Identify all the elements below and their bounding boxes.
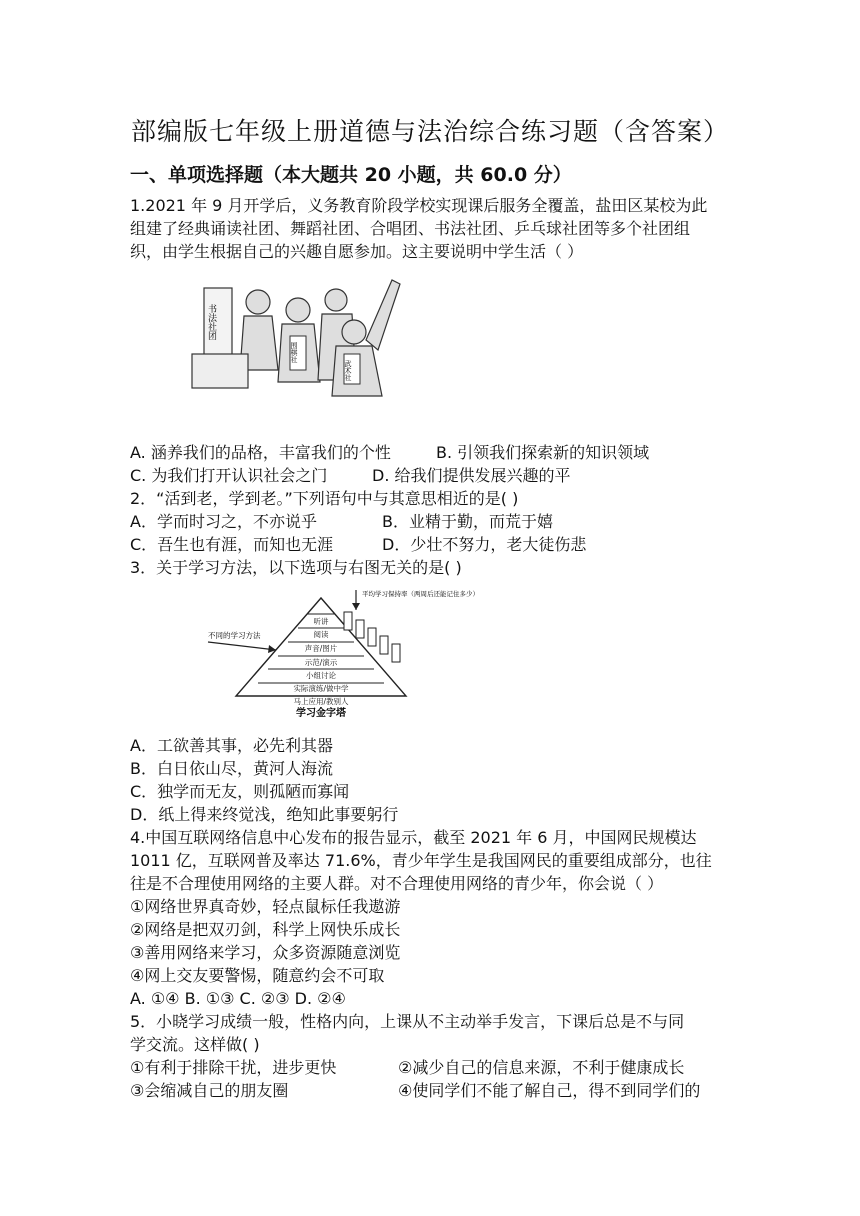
statement-3: ③会缩减自己的朋友圈 [130,1081,289,1100]
pyramid-level: 示范/演示 [304,658,338,667]
option-row [130,1056,730,1079]
question-text-line: 1011 亿，互联网普及率达 71.6%，青少年学生是我国网民的重要组成部分，也往 [130,851,712,870]
document-title: 部编版七年级上册道德与法治综合练习题（含答案） [130,117,729,146]
student-clubs-illustration [186,270,416,410]
section-heading: 一、单项选择题（本大题共 20 小题，共 60.0 分） [130,164,572,186]
option-b: B．白日依山尽，黄河人海流 [130,759,333,778]
learning-pyramid-diagram [206,586,479,719]
question-4 [130,826,730,1010]
question-2 [130,487,730,556]
option-b: B. 引领我们探索新的知识领域 [436,443,650,462]
question-text-line: 2．“活到老，学到老。”下列语句中与其意思相近的是( ) [130,489,519,508]
figure-head [342,320,366,344]
answer-options-line: A. ①④ B. ①③ C. ②③ D. ②④ [130,989,346,1008]
pyramid-level: 实际演练/做中学 [293,684,349,693]
question-1 [130,194,730,263]
left-label: 不同的学习方法 [208,631,261,640]
question-1-options [130,441,730,487]
figure-head [325,289,347,311]
option-row [130,533,730,556]
question-text-line: 5．小晓学习成绩一般，性格内向，上课从不主动举手发言，下课后总是不与同 [130,1012,685,1031]
statement-line: ②网络是把双刃剑，科学上网快乐成长 [130,920,401,939]
option-d: D. 给我们提供发展兴趣的平 [372,466,571,485]
statement-line: ④网上交友要警惕，随意约会不可取 [130,966,385,985]
sign-label: 围棋社 [290,342,298,363]
option-d: D．少壮不努力，老大徒伤悲 [382,535,587,554]
option-c: C．吾生也有涯，而知也无涯 [130,535,334,554]
figure-head [286,298,310,322]
question-text-line: 3．关于学习方法，以下选项与右图无关的是( ) [130,558,462,577]
banner-label: 书法社团 [206,304,216,340]
option-row [130,510,730,533]
option-d: D．纸上得来终觉浅，绝知此事要躬行 [130,805,399,824]
statement-1: ①有利于排除干扰，进步更快 [130,1058,337,1077]
pyramid-level: 阅读 [313,630,329,639]
pyramid-level: 听讲 [313,617,329,626]
statement-line: ①网络世界真奇妙，轻点鼠标任我遨游 [130,897,401,916]
question-text-line: 组建了经典诵读社团、舞蹈社团、合唱团、书法社团、乒乓球社团等多个社团组 [130,219,691,238]
figure-head [246,290,270,314]
top-label: 平均学习保持率（两周后还能记住多少） [362,590,479,598]
question-3-options [130,734,730,826]
option-c: C．独学而无友，则孤陋而寡闻 [130,782,350,801]
pyramid-level: 马上应用/教别人 [293,697,349,706]
question-3 [130,556,730,579]
question-text-line: 织，由学生根据自己的兴趣自愿参加。这主要说明中学生活（ ） [130,242,584,261]
question-text-line: 往是不合理使用网络的主要人群。对不合理使用网络的青少年，你会说（ ） [130,874,664,893]
statement-line: ③善用网络来学习，众多资源随意浏览 [130,943,401,962]
sign-label: 武术社 [344,360,352,381]
option-b: B．业精于勤，而荒于嬉 [382,512,553,531]
option-row [130,464,730,487]
desk [192,354,248,388]
question-text-line: 学交流。这样做( ) [130,1035,260,1054]
pyramid-caption: 学习金字塔 [296,708,346,719]
question-5 [130,1010,730,1102]
question-text-line: 1.2021 年 9 月开学后，义务教育阶段学校实现课后服务全覆盖，盐田区某校为此 [130,196,708,215]
option-a: A．工欲善其事，必先利其器 [130,736,333,755]
option-a: A．学而时习之，不亦说乎 [130,512,317,531]
option-row [130,1079,730,1102]
pyramid-level: 声音/图片 [304,644,338,653]
pyramid-level: 小组讨论 [306,671,336,680]
question-text-line: 4.中国互联网络信息中心发布的报告显示，截至 2021 年 6 月，中国网民规模达 [130,828,697,847]
statement-2: ②减少自己的信息来源，不利于健康成长 [398,1058,685,1077]
option-a: A. 涵养我们的品格，丰富我们的个性 [130,443,391,462]
option-row [130,441,730,464]
statement-4: ④使同学们不能了解自己，得不到同学们的 [398,1081,701,1100]
option-c: C. 为我们打开认识社会之门 [130,466,328,485]
